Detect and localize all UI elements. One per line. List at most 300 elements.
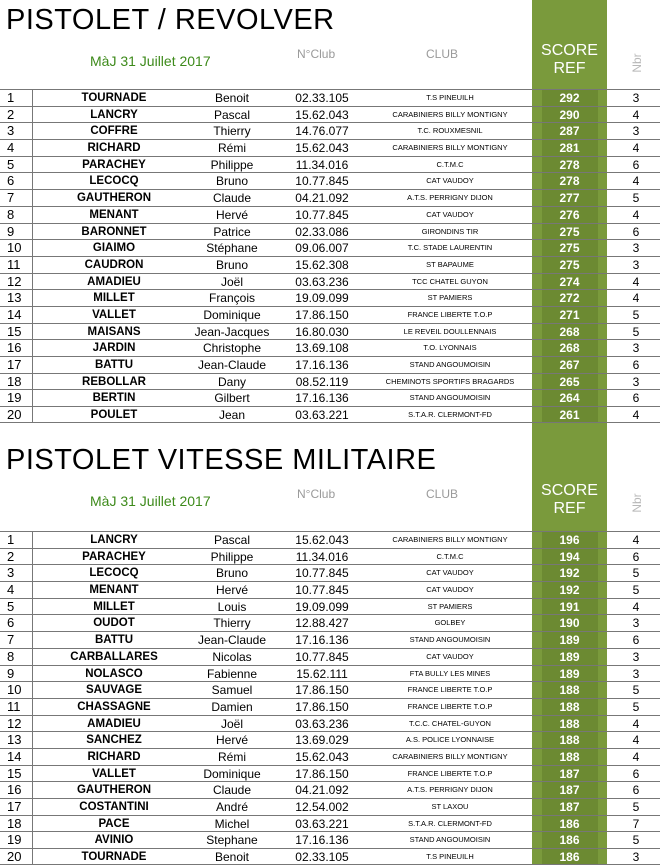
rank-cell: 15 <box>0 766 33 782</box>
table-row <box>0 89 660 106</box>
nbr-cell: 5 <box>632 566 640 581</box>
firstname-cell: Thierry <box>213 124 251 139</box>
table-row <box>0 581 660 598</box>
rank-cell: 11 <box>0 257 33 273</box>
score-value: 189 <box>542 666 598 682</box>
score-cell <box>532 666 607 682</box>
score-cell <box>532 816 607 832</box>
score-value: 187 <box>542 782 598 798</box>
score-cell <box>532 549 607 565</box>
club-cell: FRANCE LIBERTE T.O.P <box>407 701 493 711</box>
rank-cell: 5 <box>0 599 33 615</box>
club-cell: T.C. STADE LAURENTIN <box>407 243 493 253</box>
score-cell <box>532 716 607 732</box>
surname-cell: MENANT <box>89 208 139 221</box>
firstname-cell: Hervé <box>215 733 248 748</box>
firstname-cell: Dany <box>217 374 246 389</box>
score-value: 275 <box>542 240 598 256</box>
surname-cell: COFFRE <box>90 125 138 138</box>
score-value: 290 <box>542 107 598 123</box>
firstname-cell: Benoit <box>214 850 250 864</box>
club-number-cell: 03.63.236 <box>295 274 349 289</box>
firstname-cell: Bruno <box>215 174 249 189</box>
surname-cell: CARBALLARES <box>70 650 158 663</box>
score-value: 187 <box>542 766 598 782</box>
nbr-cell: 4 <box>632 207 640 222</box>
surname-cell: GIAIMO <box>92 242 136 255</box>
club-number-cell: 12.88.427 <box>295 616 349 631</box>
score-value: 186 <box>542 816 598 832</box>
firstname-cell: Louis <box>217 599 247 614</box>
update-date: MàJ 31 Juillet 2017 <box>90 53 211 69</box>
rank-cell: 4 <box>0 140 33 156</box>
table-row <box>0 564 660 581</box>
club-cell: A.S. POLICE LYONNAISE <box>405 735 495 745</box>
nbr-cell: 4 <box>632 174 640 189</box>
rank-cell: 14 <box>0 749 33 765</box>
club-number-cell: 17.86.150 <box>295 307 349 322</box>
club-number-cell: 10.77.845 <box>295 566 349 581</box>
score-ref-header <box>532 482 607 518</box>
score-header-line2: REF <box>553 60 586 77</box>
score-value: 264 <box>542 390 598 406</box>
club-cell: STAND ANGOUMOISIN <box>409 635 491 645</box>
firstname-cell: Gilbert <box>214 391 250 406</box>
surname-cell: VALLET <box>92 308 136 321</box>
score-header-line1: SCORE <box>541 42 598 59</box>
nbr-cell: 7 <box>632 816 640 831</box>
score-cell <box>532 157 607 173</box>
firstname-cell: Nicolas <box>212 649 252 664</box>
nbr-cell: 5 <box>632 307 640 322</box>
surname-cell: LECOCQ <box>89 175 139 188</box>
firstname-cell: Jean-Jacques <box>194 324 270 339</box>
rank-cell: 17 <box>0 357 33 373</box>
table-row <box>0 648 660 665</box>
rank-cell: 16 <box>0 782 33 798</box>
surname-cell: LANCRY <box>90 534 138 546</box>
nbr-cell: 3 <box>632 374 640 389</box>
club-number-cell: 09.06.007 <box>295 241 349 256</box>
rank-cell: 10 <box>0 240 33 256</box>
nbr-cell: 4 <box>632 749 640 764</box>
table-row <box>0 106 660 123</box>
surname-cell: SAUVAGE <box>85 684 143 697</box>
nbr-cell: 4 <box>632 107 640 122</box>
club-cell: ST LAXOU <box>431 802 469 811</box>
firstname-cell: Rémi <box>217 749 246 764</box>
nbr-cell: 6 <box>632 633 640 648</box>
nbr-cell: 4 <box>632 716 640 731</box>
nbr-cell: 4 <box>632 141 640 156</box>
firstname-cell: Dominique <box>203 307 261 322</box>
score-cell <box>532 749 607 765</box>
firstname-cell: Philippe <box>210 549 254 564</box>
club-number-cell: 13.69.108 <box>295 341 349 356</box>
club-cell: T.O. LYONNAIS <box>423 343 477 353</box>
score-value: 281 <box>542 140 598 156</box>
firstname-cell: Damien <box>211 699 253 714</box>
score-value: 189 <box>542 649 598 665</box>
club-number-cell: 13.69.029 <box>295 733 349 748</box>
club-cell: T.S PINEUILH <box>426 93 474 102</box>
surname-cell: PACE <box>98 817 130 830</box>
nbr-cell: 3 <box>632 91 640 105</box>
firstname-cell: Claude <box>212 191 252 206</box>
rank-cell: 19 <box>0 390 33 406</box>
score-value: 188 <box>542 749 598 765</box>
score-value: 188 <box>542 716 598 732</box>
score-cell <box>532 782 607 798</box>
rank-cell: 14 <box>0 307 33 323</box>
surname-cell: BATTU <box>94 359 134 371</box>
club-number-cell: 17.16.136 <box>295 358 349 372</box>
club-cell: CAT VAUDOY <box>426 651 474 661</box>
firstname-cell: Philippe <box>210 157 254 172</box>
score-cell <box>532 407 607 422</box>
table-row <box>0 831 660 848</box>
surname-cell: NOLASCO <box>85 667 143 680</box>
score-value: 268 <box>542 340 598 356</box>
score-value: 276 <box>542 207 598 223</box>
club-cell: STAND ANGOUMOISIN <box>409 360 491 369</box>
score-cell <box>532 307 607 323</box>
firstname-cell: Hervé <box>215 207 248 222</box>
score-cell <box>532 357 607 373</box>
nbr-cell: 4 <box>632 408 640 422</box>
score-cell <box>532 390 607 406</box>
score-cell <box>532 224 607 240</box>
rank-cell: 8 <box>0 649 33 665</box>
table-row <box>0 156 660 173</box>
table-row <box>0 289 660 306</box>
club-number-cell: 19.09.099 <box>295 599 349 614</box>
firstname-cell: Jean-Claude <box>197 633 267 648</box>
firstname-cell: Hervé <box>215 583 248 598</box>
score-header-line1: SCORE <box>541 482 598 499</box>
rank-cell: 1 <box>0 532 33 548</box>
rank-cell: 20 <box>0 407 33 422</box>
table-row <box>0 765 660 782</box>
score-ref-header <box>532 42 607 78</box>
club-number-cell: 14.76.077 <box>295 124 349 139</box>
club-cell: CAT VAUDOY <box>426 585 474 595</box>
firstname-cell: Stéphane <box>206 241 258 256</box>
score-value: 188 <box>542 732 598 748</box>
club-number-cell: 17.86.150 <box>295 699 349 714</box>
nbr-cell: 3 <box>632 241 640 256</box>
table-row <box>0 356 660 373</box>
surname-cell: LECOCQ <box>89 567 139 580</box>
club-cell: CAT VAUDOY <box>426 176 474 186</box>
score-cell <box>532 532 607 548</box>
club-number-cell: 12.54.002 <box>295 800 349 814</box>
nbr-cell: 5 <box>632 683 640 698</box>
surname-cell: MAISANS <box>87 325 141 338</box>
section-title: PISTOLET / REVOLVER <box>6 4 335 36</box>
rank-cell: 9 <box>0 224 33 240</box>
rank-cell: 10 <box>0 682 33 698</box>
score-value: 187 <box>542 799 598 815</box>
surname-cell: AMADIEU <box>87 717 141 730</box>
club-cell: CARABINIERS BILLY MONTIGNY <box>392 751 508 761</box>
rank-cell: 7 <box>0 632 33 648</box>
score-cell <box>532 257 607 273</box>
firstname-cell: Stephane <box>206 833 258 848</box>
firstname-cell: Rémi <box>217 141 246 156</box>
score-value: 194 <box>542 549 598 565</box>
club-number-cell: 03.63.236 <box>295 716 349 731</box>
score-cell <box>532 90 607 106</box>
score-cell <box>532 374 607 390</box>
nbr-cell: 6 <box>632 766 640 781</box>
club-number-cell: 15.62.043 <box>295 533 349 547</box>
surname-cell: COSTANTINI <box>79 801 149 813</box>
table-row <box>0 323 660 340</box>
surname-cell: BARONNET <box>81 225 147 238</box>
score-cell <box>532 615 607 631</box>
surname-cell: CHASSAGNE <box>77 700 151 713</box>
score-value: 275 <box>542 224 598 240</box>
score-value: 277 <box>542 190 598 206</box>
rank-cell: 7 <box>0 190 33 206</box>
score-value: 186 <box>542 849 598 864</box>
club-cell: CARABINIERS BILLY MONTIGNY <box>392 109 508 119</box>
club-number-cell: 02.33.105 <box>295 850 349 864</box>
surname-cell: MENANT <box>89 584 139 597</box>
score-value: 191 <box>542 599 598 615</box>
surname-cell: RICHARD <box>87 142 141 155</box>
nbr-cell: 3 <box>632 649 640 664</box>
score-value: 268 <box>542 324 598 340</box>
firstname-cell: Bruno <box>215 566 249 581</box>
rank-cell: 11 <box>0 699 33 715</box>
score-cell <box>532 173 607 189</box>
table-row <box>0 172 660 189</box>
table-row <box>0 239 660 256</box>
score-cell <box>532 766 607 782</box>
club-number-cell: 04.21.092 <box>295 191 349 206</box>
club-cell: S.T.A.R. CLERMONT-FD <box>408 818 492 828</box>
score-value: 190 <box>542 615 598 631</box>
club-number-cell: 10.77.845 <box>295 174 349 189</box>
score-value: 278 <box>542 173 598 189</box>
club-number-cell: 02.33.086 <box>295 224 349 239</box>
rank-cell: 15 <box>0 324 33 340</box>
club-number-cell: 15.62.043 <box>295 107 349 122</box>
table-row <box>0 698 660 715</box>
score-cell <box>532 849 607 864</box>
nbr-cell: 6 <box>632 157 640 172</box>
club-number-cell: 10.77.845 <box>295 207 349 222</box>
rank-cell: 13 <box>0 290 33 306</box>
surname-cell: TOURNADE <box>81 92 147 104</box>
club-number-cell: 10.77.845 <box>295 583 349 598</box>
table-row <box>0 373 660 390</box>
nbr-header: Nbr <box>630 53 644 73</box>
club-cell: STAND ANGOUMOISIN <box>409 393 491 403</box>
table-row <box>0 681 660 698</box>
firstname-cell: Michel <box>214 816 250 831</box>
club-cell: T.C.C. CHATEL-GUYON <box>409 718 491 728</box>
table-row <box>0 339 660 356</box>
score-value: 265 <box>542 374 598 390</box>
section-title: PISTOLET VITESSE MILITAIRE <box>6 444 437 476</box>
firstname-cell: Jean-Claude <box>197 358 267 372</box>
club-number-cell: 19.09.099 <box>295 291 349 306</box>
score-cell <box>532 140 607 156</box>
surname-cell: MILLET <box>93 292 135 305</box>
ranking-table <box>0 89 660 423</box>
table-row <box>0 122 660 139</box>
surname-cell: MILLET <box>93 600 135 613</box>
score-cell <box>532 190 607 206</box>
table-row <box>0 598 660 615</box>
score-cell <box>532 799 607 815</box>
club-cell: FTA BULLY LES MINES <box>409 668 491 678</box>
surname-cell: RICHARD <box>87 750 141 763</box>
nbr-cell: 5 <box>632 324 640 339</box>
score-cell <box>532 107 607 123</box>
rank-cell: 5 <box>0 157 33 173</box>
rank-cell: 3 <box>0 565 33 581</box>
score-value: 196 <box>542 532 598 548</box>
table-row <box>0 139 660 156</box>
club-cell: FRANCE LIBERTE T.O.P <box>407 768 493 778</box>
table-row <box>0 748 660 765</box>
club-cell: ST PAMIERS <box>427 293 473 303</box>
surname-cell: BERTIN <box>92 392 136 405</box>
firstname-cell: Thierry <box>213 616 251 631</box>
rank-cell: 8 <box>0 207 33 223</box>
score-cell <box>532 632 607 648</box>
surname-cell: SANCHEZ <box>86 734 142 747</box>
club-cell: STAND ANGOUMOISIN <box>409 835 491 845</box>
club-cell: S.T.A.R. CLERMONT-FD <box>408 410 492 420</box>
nbr-cell: 3 <box>632 666 640 681</box>
club-number-cell: 08.52.119 <box>295 374 349 389</box>
club-cell: C.T.M.C <box>436 159 464 169</box>
table-row <box>0 798 660 815</box>
score-value: 188 <box>542 699 598 715</box>
nbr-cell: 4 <box>632 274 640 289</box>
score-cell <box>532 290 607 306</box>
surname-cell: POULET <box>90 409 138 422</box>
club-header: CLUB <box>426 487 459 501</box>
surname-cell: VALLET <box>92 767 136 780</box>
score-cell <box>532 565 607 581</box>
nbr-header: Nbr <box>630 493 644 513</box>
club-number-cell: 17.16.136 <box>295 833 349 848</box>
nbr-cell: 5 <box>632 191 640 206</box>
rank-cell: 4 <box>0 582 33 598</box>
rank-cell: 20 <box>0 849 33 864</box>
surname-cell: REBOLLAR <box>82 375 146 388</box>
nbr-cell: 6 <box>632 549 640 564</box>
ranking-table <box>0 531 660 865</box>
nbr-cell: 5 <box>632 583 640 598</box>
table-row <box>0 614 660 631</box>
table-row <box>0 223 660 240</box>
score-header-line2: REF <box>553 500 586 517</box>
firstname-cell: François <box>208 291 255 306</box>
rank-cell: 18 <box>0 816 33 832</box>
club-header: CLUB <box>426 47 459 61</box>
firstname-cell: Jean <box>218 408 246 422</box>
club-cell: FRANCE LIBERTE T.O.P <box>407 685 493 695</box>
rank-cell: 16 <box>0 340 33 356</box>
club-number-cell: 15.62.043 <box>295 749 349 764</box>
table-row <box>0 781 660 798</box>
club-cell: LE REVEIL DOULLENNAIS <box>403 326 497 336</box>
score-value: 278 <box>542 157 598 173</box>
club-number-cell: 16.80.030 <box>295 324 349 339</box>
firstname-cell: Patrice <box>213 224 251 239</box>
table-row <box>0 715 660 732</box>
club-number-cell: 17.16.136 <box>295 633 349 648</box>
surname-cell: AMADIEU <box>87 275 141 288</box>
club-cell: T.C. ROUXMESNIL <box>417 126 483 136</box>
club-number-cell: 15.62.111 <box>296 666 348 681</box>
club-number-cell: 15.62.308 <box>295 257 349 272</box>
nbr-cell: 3 <box>632 616 640 631</box>
firstname-cell: Dominique <box>203 766 261 781</box>
club-cell: FRANCE LIBERTE T.O.P <box>407 309 493 319</box>
club-number-header: N°Club <box>297 487 336 501</box>
club-cell: ST BAPAUME <box>426 259 474 269</box>
score-cell <box>532 240 607 256</box>
table-row <box>0 189 660 206</box>
club-cell: A.T.S. PERRIGNY DIJON <box>407 193 493 203</box>
rank-cell: 2 <box>0 549 33 565</box>
score-cell <box>532 699 607 715</box>
nbr-cell: 4 <box>632 533 640 547</box>
surname-cell: AVINIO <box>94 834 134 847</box>
score-cell <box>532 732 607 748</box>
club-number-cell: 04.21.092 <box>295 783 349 798</box>
club-cell: C.T.M.C <box>436 551 464 561</box>
rank-cell: 6 <box>0 615 33 631</box>
nbr-cell: 6 <box>632 224 640 239</box>
club-number-cell: 17.86.150 <box>295 683 349 698</box>
score-cell <box>532 599 607 615</box>
rank-cell: 13 <box>0 732 33 748</box>
firstname-cell: André <box>215 800 249 814</box>
firstname-cell: Joël <box>220 716 243 731</box>
score-value: 186 <box>542 832 598 848</box>
score-value: 292 <box>542 90 598 106</box>
club-number-header: N°Club <box>297 47 336 61</box>
club-cell: TCC CHATEL GUYON <box>412 276 488 286</box>
score-cell <box>532 649 607 665</box>
club-number-cell: 03.63.221 <box>295 408 349 422</box>
nbr-cell: 3 <box>632 124 640 139</box>
club-number-cell: 11.34.016 <box>295 157 349 172</box>
firstname-cell: Samuel <box>211 683 253 698</box>
firstname-cell: Claude <box>212 783 252 798</box>
table-row <box>0 731 660 748</box>
firstname-cell: Pascal <box>213 107 251 122</box>
table-row <box>0 815 660 832</box>
firstname-cell: Fabienne <box>206 666 258 681</box>
rank-cell: 19 <box>0 832 33 848</box>
rank-cell: 3 <box>0 123 33 139</box>
surname-cell: GAUTHERON <box>76 192 152 205</box>
rank-cell: 17 <box>0 799 33 815</box>
club-number-cell: 11.34.016 <box>295 549 349 564</box>
surname-cell: GAUTHERON <box>76 784 152 797</box>
nbr-cell: 5 <box>632 833 640 848</box>
